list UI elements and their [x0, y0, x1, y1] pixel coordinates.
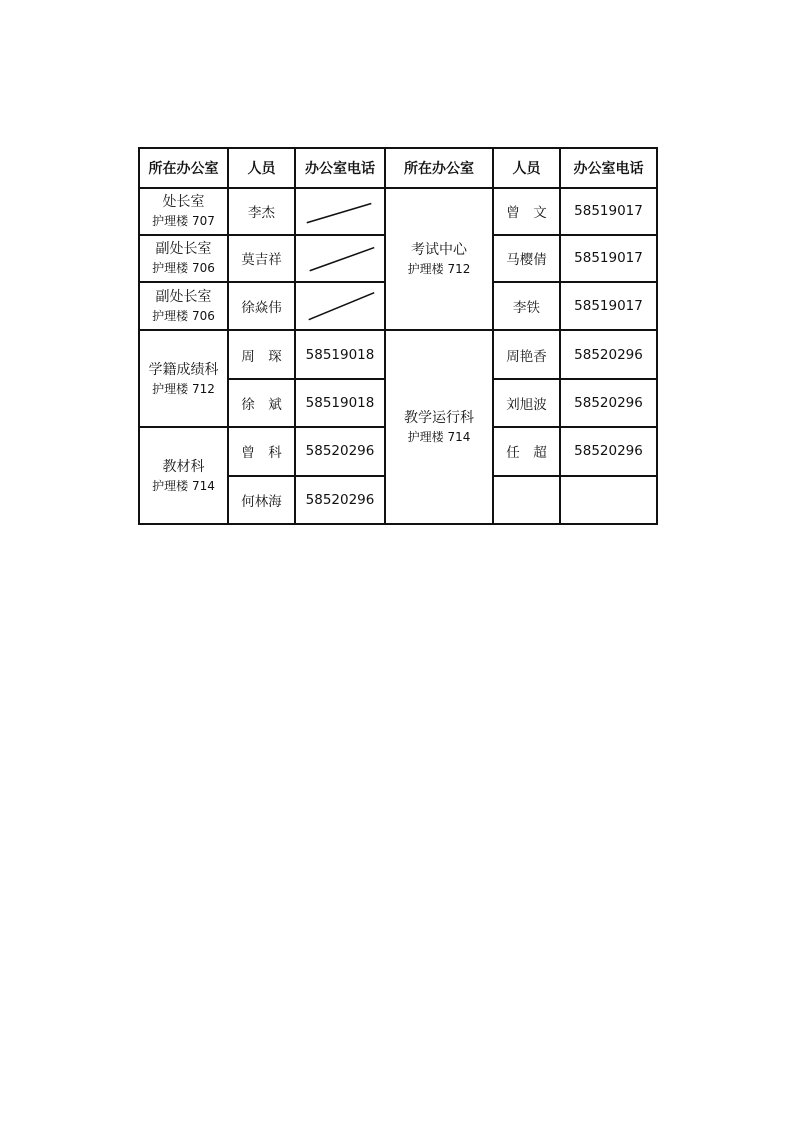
office-cell [139, 282, 228, 330]
diagonal-slash-icon [296, 236, 384, 281]
table-row [139, 330, 657, 378]
phone-number: 58519018 [305, 394, 375, 411]
office-name: 处长室 [162, 194, 205, 211]
header-right-staff: 人员 [493, 148, 560, 188]
staff-cell [493, 282, 560, 330]
office-location: 护理楼 712 [152, 381, 215, 396]
header-right-phone: 办公室电话 [560, 148, 657, 188]
office-location: 护理楼 706 [152, 261, 215, 276]
office-directory-sheet [138, 147, 656, 525]
phone-cell [295, 330, 385, 378]
diagonal-slash-icon [296, 189, 384, 233]
staff-name: 徐焱伟 [241, 300, 282, 317]
office-name: 副处长室 [155, 289, 212, 306]
staff-name: 莫吉祥 [241, 252, 282, 269]
phone-number: 58520296 [305, 443, 375, 460]
office-name: 副处长室 [155, 241, 212, 258]
staff-name: 周艳香 [506, 348, 547, 365]
staff-name: 徐 斌 [241, 396, 282, 413]
staff-name: 周 琛 [241, 348, 282, 365]
office-location: 护理楼 706 [152, 309, 215, 324]
phone-number: 58520296 [574, 394, 643, 411]
office-cell [139, 235, 228, 282]
header-left-staff: 人员 [228, 148, 295, 188]
staff-name: 曾 科 [241, 445, 282, 462]
staff-cell [228, 427, 295, 475]
office-name: 学籍成绩科 [148, 361, 219, 378]
staff-cell [228, 379, 295, 427]
phone-cell-empty [295, 188, 385, 234]
phone-number: 58519017 [574, 298, 643, 315]
phone-cell [295, 379, 385, 427]
phone-number: 58519017 [574, 203, 643, 220]
header-right-office: 所在办公室 [385, 148, 493, 188]
staff-cell [493, 188, 560, 234]
phone-cell [295, 427, 385, 475]
staff-name: 任 超 [506, 445, 547, 462]
phone-cell [560, 427, 657, 475]
staff-cell [228, 188, 295, 234]
office-cell [139, 427, 228, 524]
phone-cell [560, 188, 657, 234]
header-row [139, 148, 657, 188]
phone-cell-empty [560, 476, 657, 524]
office-location: 护理楼 714 [152, 478, 215, 493]
office-cell [385, 330, 493, 524]
office-name: 考试中心 [411, 242, 467, 259]
staff-cell [228, 330, 295, 378]
staff-cell [493, 330, 560, 378]
staff-cell [228, 235, 295, 282]
staff-cell [493, 427, 560, 475]
phone-cell [560, 379, 657, 427]
phone-number: 58520296 [574, 443, 643, 460]
phone-number: 58519017 [574, 250, 643, 267]
office-location: 护理楼 712 [407, 262, 471, 277]
office-location: 护理楼 714 [407, 430, 471, 445]
staff-cell [493, 235, 560, 282]
staff-cell-empty [493, 476, 560, 524]
phone-cell [560, 330, 657, 378]
staff-name: 刘旭波 [506, 396, 547, 413]
phone-cell-empty [295, 235, 385, 282]
staff-name: 李杰 [248, 205, 275, 222]
staff-cell [228, 282, 295, 330]
header-left-phone: 办公室电话 [295, 148, 385, 188]
phone-number: 58520296 [305, 491, 375, 508]
phone-cell-empty [295, 282, 385, 330]
office-directory-table [138, 147, 658, 525]
staff-cell [493, 379, 560, 427]
table-row [139, 188, 657, 234]
office-name: 教学运行科 [404, 410, 474, 427]
staff-name: 曾 文 [506, 205, 547, 222]
phone-cell [295, 476, 385, 524]
staff-cell [228, 476, 295, 524]
phone-cell [560, 282, 657, 330]
phone-number: 58519018 [305, 346, 375, 363]
staff-name: 何林海 [241, 493, 282, 510]
office-name: 教材科 [162, 458, 205, 475]
header-left-office: 所在办公室 [139, 148, 228, 188]
staff-name: 李铁 [513, 300, 540, 317]
office-cell [139, 330, 228, 427]
staff-name: 马樱倩 [506, 252, 547, 269]
diagonal-slash-icon [296, 283, 384, 329]
office-cell [385, 188, 493, 330]
phone-number: 58520296 [574, 346, 643, 363]
phone-cell [560, 235, 657, 282]
office-location: 护理楼 707 [152, 214, 215, 229]
office-cell [139, 188, 228, 234]
